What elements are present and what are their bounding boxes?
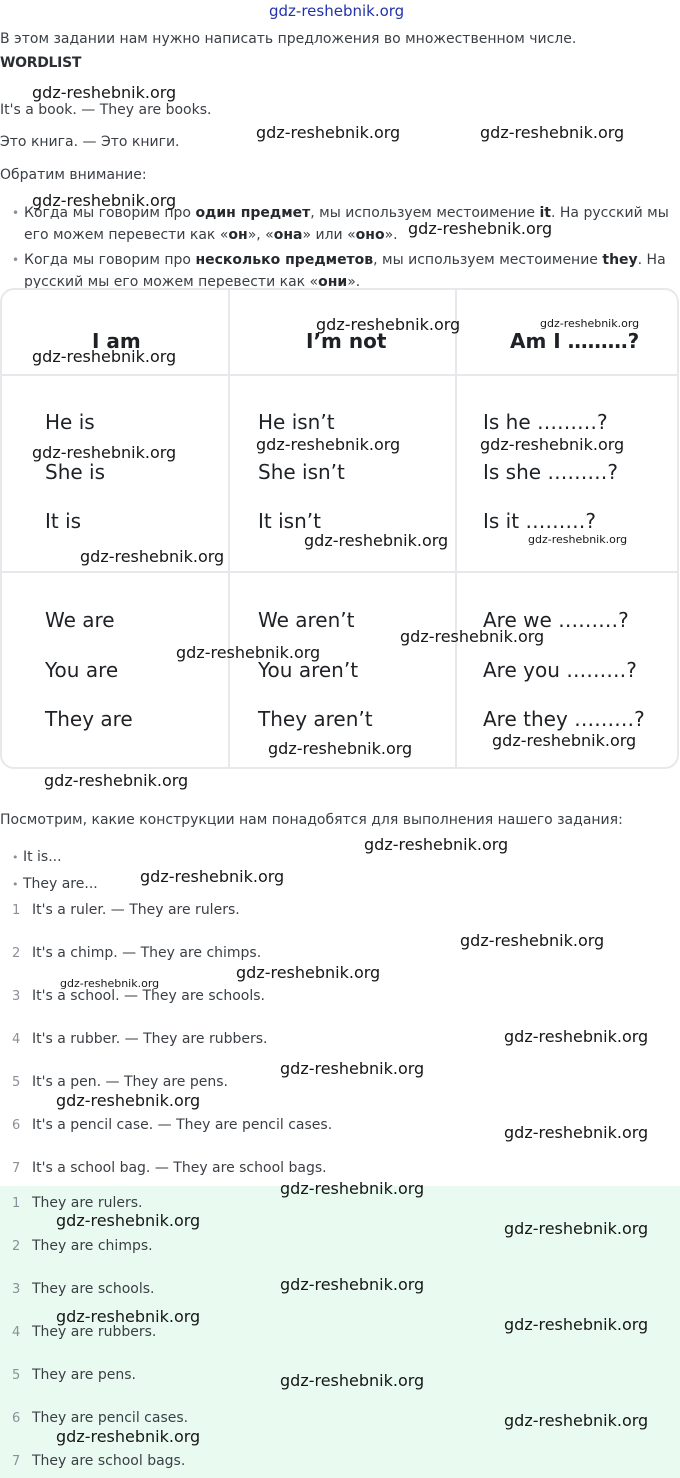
answer-text: They are rulers. [32, 1195, 143, 1211]
watermark: gdz-reshebnik.org [304, 531, 449, 550]
bullet-bold: оно [355, 227, 385, 243]
bullet-bold: несколько предметов [195, 252, 374, 268]
watermark: gdz-reshebnik.org [528, 533, 628, 546]
construction-text: It is... [22, 849, 62, 865]
table-cell-line: You are [45, 658, 119, 682]
table-cell-line: It is [45, 509, 82, 533]
bullet-text: ». [384, 227, 398, 243]
table-cell-line: He is [45, 410, 95, 434]
table-header-cell: I’m not [306, 329, 387, 353]
answer-text: They are school bags. [32, 1453, 186, 1469]
watermark: gdz-reshebnik.org [364, 835, 509, 854]
table-cell-line: Is it ………? [483, 509, 597, 533]
watermark: gdz-reshebnik.org [480, 123, 625, 142]
watermark: gdz-reshebnik.org [504, 1411, 649, 1430]
table-cell-line: He isn’t [258, 410, 335, 434]
answer-number: 6 [12, 1411, 21, 1426]
watermark: gdz-reshebnik.org [44, 771, 189, 790]
answer-number: 3 [12, 1282, 21, 1297]
table-header-cell: Am I ………? [510, 329, 640, 353]
watermark: gdz-reshebnik.org [140, 867, 285, 886]
watermark: gdz-reshebnik.org [32, 83, 177, 102]
answer-number: 7 [12, 1454, 21, 1469]
answer-text: They are pencil cases. [32, 1410, 189, 1426]
bullet-text: русский мы его можем перевести как « [24, 274, 319, 290]
answer-number: 2 [12, 1239, 21, 1254]
bullet-dot-icon: • [12, 878, 19, 891]
table-cell-line: She is [45, 460, 106, 484]
watermark: gdz-reshebnik.org [256, 123, 401, 142]
watermark: gdz-reshebnik.org [504, 1315, 649, 1334]
watermark: gdz-reshebnik.org [504, 1219, 649, 1238]
table-cell-line: Is he ………? [483, 410, 608, 434]
watermark: gdz-reshebnik.org [540, 317, 640, 330]
task-number: 6 [12, 1118, 21, 1133]
bullet-bold: они [318, 274, 348, 290]
task-text: It's a ruler. — They are rulers. [32, 902, 240, 918]
task-number: 1 [12, 903, 21, 918]
task-text: It's a rubber. — They are rubbers. [32, 1031, 268, 1047]
task-number: 2 [12, 946, 21, 961]
bullet-text: Когда мы говорим про [24, 252, 196, 268]
table-cell-line: They are [45, 707, 133, 731]
watermark: gdz-reshebnik.org [280, 1179, 425, 1198]
task-text: It's a school. — They are schools. [32, 988, 265, 1004]
construction-item [12, 848, 62, 867]
intro-text: В этом задании нам нужно написать предложения во множественном числе. [0, 31, 577, 47]
table-cell-line: They aren’t [258, 707, 373, 731]
watermark: gdz-reshebnik.org [280, 1371, 425, 1390]
task-text: It's a chimp. — They are chimps. [32, 945, 262, 961]
task-number: 3 [12, 989, 21, 1004]
bullet-bold: один предмет [195, 205, 311, 221]
bullet-dot-icon: • [12, 851, 19, 864]
bullet-bold: он [228, 227, 248, 243]
table-header-cell: I am [92, 329, 141, 353]
watermark: gdz-reshebnik.org [400, 627, 545, 646]
bullet-text: . На [637, 252, 666, 268]
task-number: 5 [12, 1075, 21, 1090]
task-text: It's a pencil case. — They are pencil cases. [32, 1117, 333, 1133]
constructions-intro: Посмотрим, какие конструкции нам понадобятся для выполнения нашего задания: [0, 812, 623, 828]
table-divider [2, 571, 677, 573]
watermark: gdz-reshebnik.org [460, 931, 605, 950]
table-divider [455, 290, 457, 767]
bullet-bold: она [273, 227, 303, 243]
construction-item [12, 875, 98, 894]
answer-text: They are pens. [32, 1367, 136, 1383]
bullet-text: », « [247, 227, 274, 243]
bullet-text: , мы используем местоимение [310, 205, 540, 221]
watermark: gdz-reshebnik.org [408, 219, 553, 238]
watermark: gdz-reshebnik.org [236, 963, 381, 982]
table-cell-line: You aren’t [258, 658, 359, 682]
watermark: gdz-reshebnik.org [268, 739, 413, 758]
watermark: gdz-reshebnik.org [56, 1307, 201, 1326]
bullet-text: Когда мы говорим про [24, 205, 196, 221]
answer-text: They are rubbers. [32, 1324, 157, 1340]
watermark: gdz-reshebnik.org [176, 643, 321, 662]
attention-text: Обратим внимание: [0, 167, 147, 183]
watermark: gdz-reshebnik.org [280, 1275, 425, 1294]
table-cell-line: We are [45, 608, 115, 632]
answer-text: They are schools. [32, 1281, 155, 1297]
watermark: gdz-reshebnik.org [32, 347, 177, 366]
task-number: 4 [12, 1032, 21, 1047]
watermark: gdz-reshebnik.org [80, 547, 225, 566]
answer-number: 5 [12, 1368, 21, 1383]
table-cell-line: We aren’t [258, 608, 355, 632]
example-english: It's a book. — They are books. [0, 102, 212, 118]
bullet-bold: it [539, 205, 551, 221]
table-cell-line: Is she ………? [483, 460, 619, 484]
bullet-text: » или « [302, 227, 356, 243]
watermark: gdz-reshebnik.org [316, 315, 461, 334]
site-header-link[interactable]: gdz-reshebnik.org [269, 2, 405, 20]
watermark: gdz-reshebnik.org [56, 1427, 201, 1446]
task-text: It's a school bag. — They are school bags. [32, 1160, 327, 1176]
bullet-text: , мы используем местоимение [373, 252, 603, 268]
watermark: gdz-reshebnik.org [56, 1211, 201, 1230]
table-cell-line: Are you ………? [483, 658, 637, 682]
table-cell-line: Are we ………? [483, 608, 629, 632]
table-cell-line: Are they ………? [483, 707, 645, 731]
watermark: gdz-reshebnik.org [504, 1027, 649, 1046]
table-divider [2, 374, 677, 376]
example-russian: Это книга. — Это книги. [0, 134, 180, 150]
watermark: gdz-reshebnik.org [504, 1123, 649, 1142]
watermark: gdz-reshebnik.org [492, 731, 637, 750]
bullet-dot-icon: • [12, 253, 20, 267]
table-cell-line: It isn’t [258, 509, 321, 533]
watermark: gdz-reshebnik.org [32, 443, 177, 462]
bullet-text: его можем перевести как « [24, 227, 229, 243]
answer-number: 4 [12, 1325, 21, 1340]
task-text: It's a pen. — They are pens. [32, 1074, 228, 1090]
bullet-bold: they [602, 252, 638, 268]
task-number: 7 [12, 1161, 21, 1176]
construction-text: They are... [22, 876, 98, 892]
answer-number: 1 [12, 1196, 21, 1211]
watermark: gdz-reshebnik.org [280, 1059, 425, 1078]
bullet-two-item [12, 249, 680, 293]
wordlist-heading: WORDLIST [0, 55, 82, 71]
answer-text: They are chimps. [32, 1238, 153, 1254]
table-divider [228, 290, 230, 767]
watermark: gdz-reshebnik.org [56, 1091, 201, 1110]
watermark: gdz-reshebnik.org [480, 435, 625, 454]
watermark: gdz-reshebnik.org [32, 191, 177, 210]
bullet-text: ». [347, 274, 361, 290]
table-cell-line: She isn’t [258, 460, 345, 484]
watermark: gdz-reshebnik.org [60, 977, 160, 990]
watermark: gdz-reshebnik.org [256, 435, 401, 454]
bullet-text: . На русский мы [551, 205, 669, 221]
bullet-dot-icon: • [12, 206, 20, 220]
